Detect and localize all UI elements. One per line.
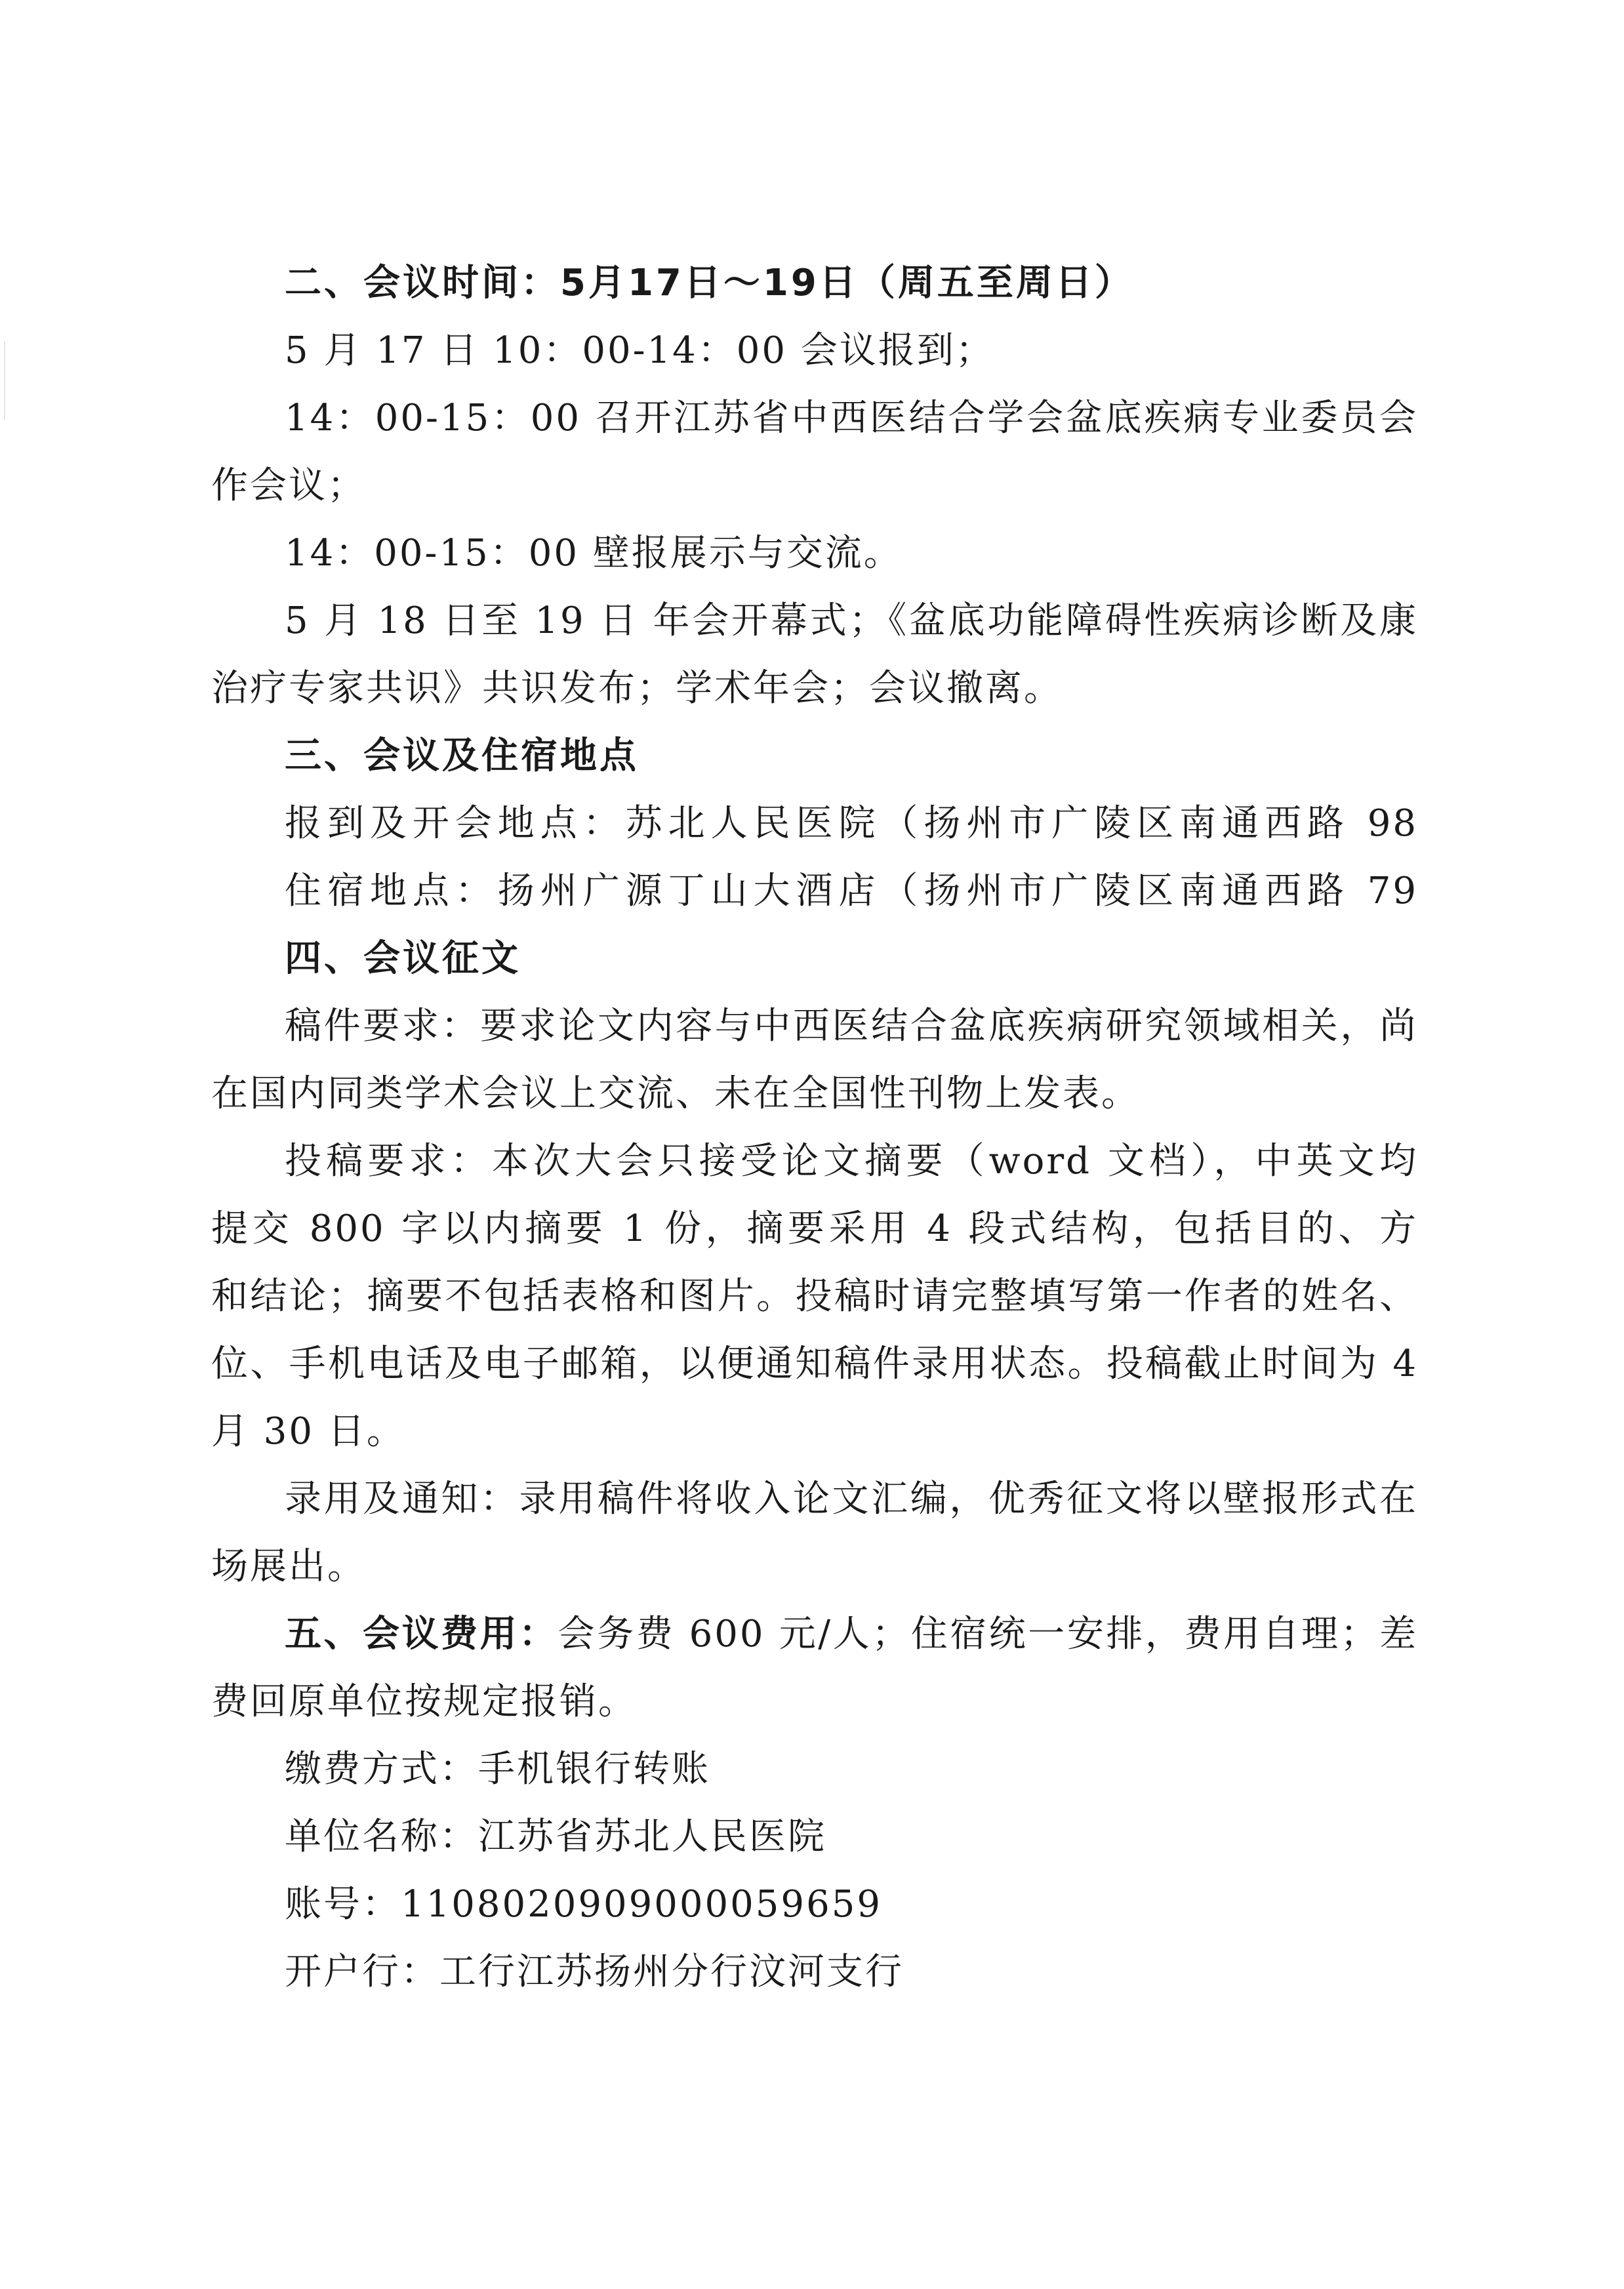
section-4-line-1: 稿件要求：要求论文内容与中西医结合盆底疾病研究领域相关，尚 [285,1005,1418,1047]
unit-name: 单位名称：江苏省苏北人民医院 [285,1815,826,1858]
section-3-line-2: 住宿地点：扬州广源丁山大酒店（扬州市广陵区南通西路 79 [285,870,1418,912]
section-4-line-6: 位、手机电话及电子邮箱，以便通知稿件录用状态。投稿截止时间为 4 [211,1343,1418,1385]
scan-edge-mark [4,341,5,420]
section-2-line-5: 5 月 18 日至 19 日 年会开幕式；《盆底功能障碍性疾病诊断及康 [285,599,1418,642]
section-4-line-5: 和结论；摘要不包括表格和图片。投稿时请完整填写第一作者的姓名、 [211,1275,1418,1318]
section-2-line-6: 治疗专家共识》共识发布；学术年会；会议撤离。 [211,667,1063,710]
section-4-line-3: 投稿要求：本次大会只接受论文摘要（word 文档），中英文均 [285,1140,1418,1183]
section-5-heading: 五、会议费用： [285,1613,558,1655]
document-body [211,249,1418,2006]
section-5-fee-text: 会务费 600 元/人；住宿统一安排，费用自理；差 [558,1613,1418,1655]
account-number: 账号：1108020909000059659 [285,1883,882,1926]
section-4-line-2: 在国内同类学术会议上交流、未在全国性刊物上发表。 [211,1072,1140,1115]
payment-method: 缴费方式：手机银行转账 [285,1748,710,1791]
section-3-line-1: 报到及开会地点：苏北人民医院（扬州市广陵区南通西路 98 [285,802,1418,845]
section-4-line-8: 录用及通知：录用稿件将收入论文汇编，优秀征文将以壁报形式在 [285,1478,1418,1520]
section-3-heading: 三、会议及住宿地点 [285,735,639,777]
section-2-heading: 二、会议时间：5月17日～19日（周五至周日） [285,262,1134,304]
section-2-line-2: 14：00-15：00 召开江苏省中西医结合学会盆底疾病专业委员会 [285,397,1418,439]
section-2-line-4: 14：00-15：00 壁报展示与交流。 [285,532,903,575]
section-4-line-4: 提交 800 字以内摘要 1 份，摘要采用 4 段式结构，包括目的、方 [211,1207,1418,1250]
section-5-line-1 [211,1600,1418,1668]
bank-name: 开户行：工行江苏扬州分行汶河支行 [285,1951,904,1993]
section-2-line-1: 5 月 17 日 10：00-14：00 会议报到； [285,329,994,372]
section-4-line-7: 月 30 日。 [211,1410,405,1453]
section-5-line-2: 费回原单位按规定报销。 [211,1680,637,1723]
section-4-line-9: 场展出。 [211,1545,366,1588]
section-2-line-3: 作会议； [211,464,366,507]
section-4-heading: 四、会议征文 [285,937,521,980]
